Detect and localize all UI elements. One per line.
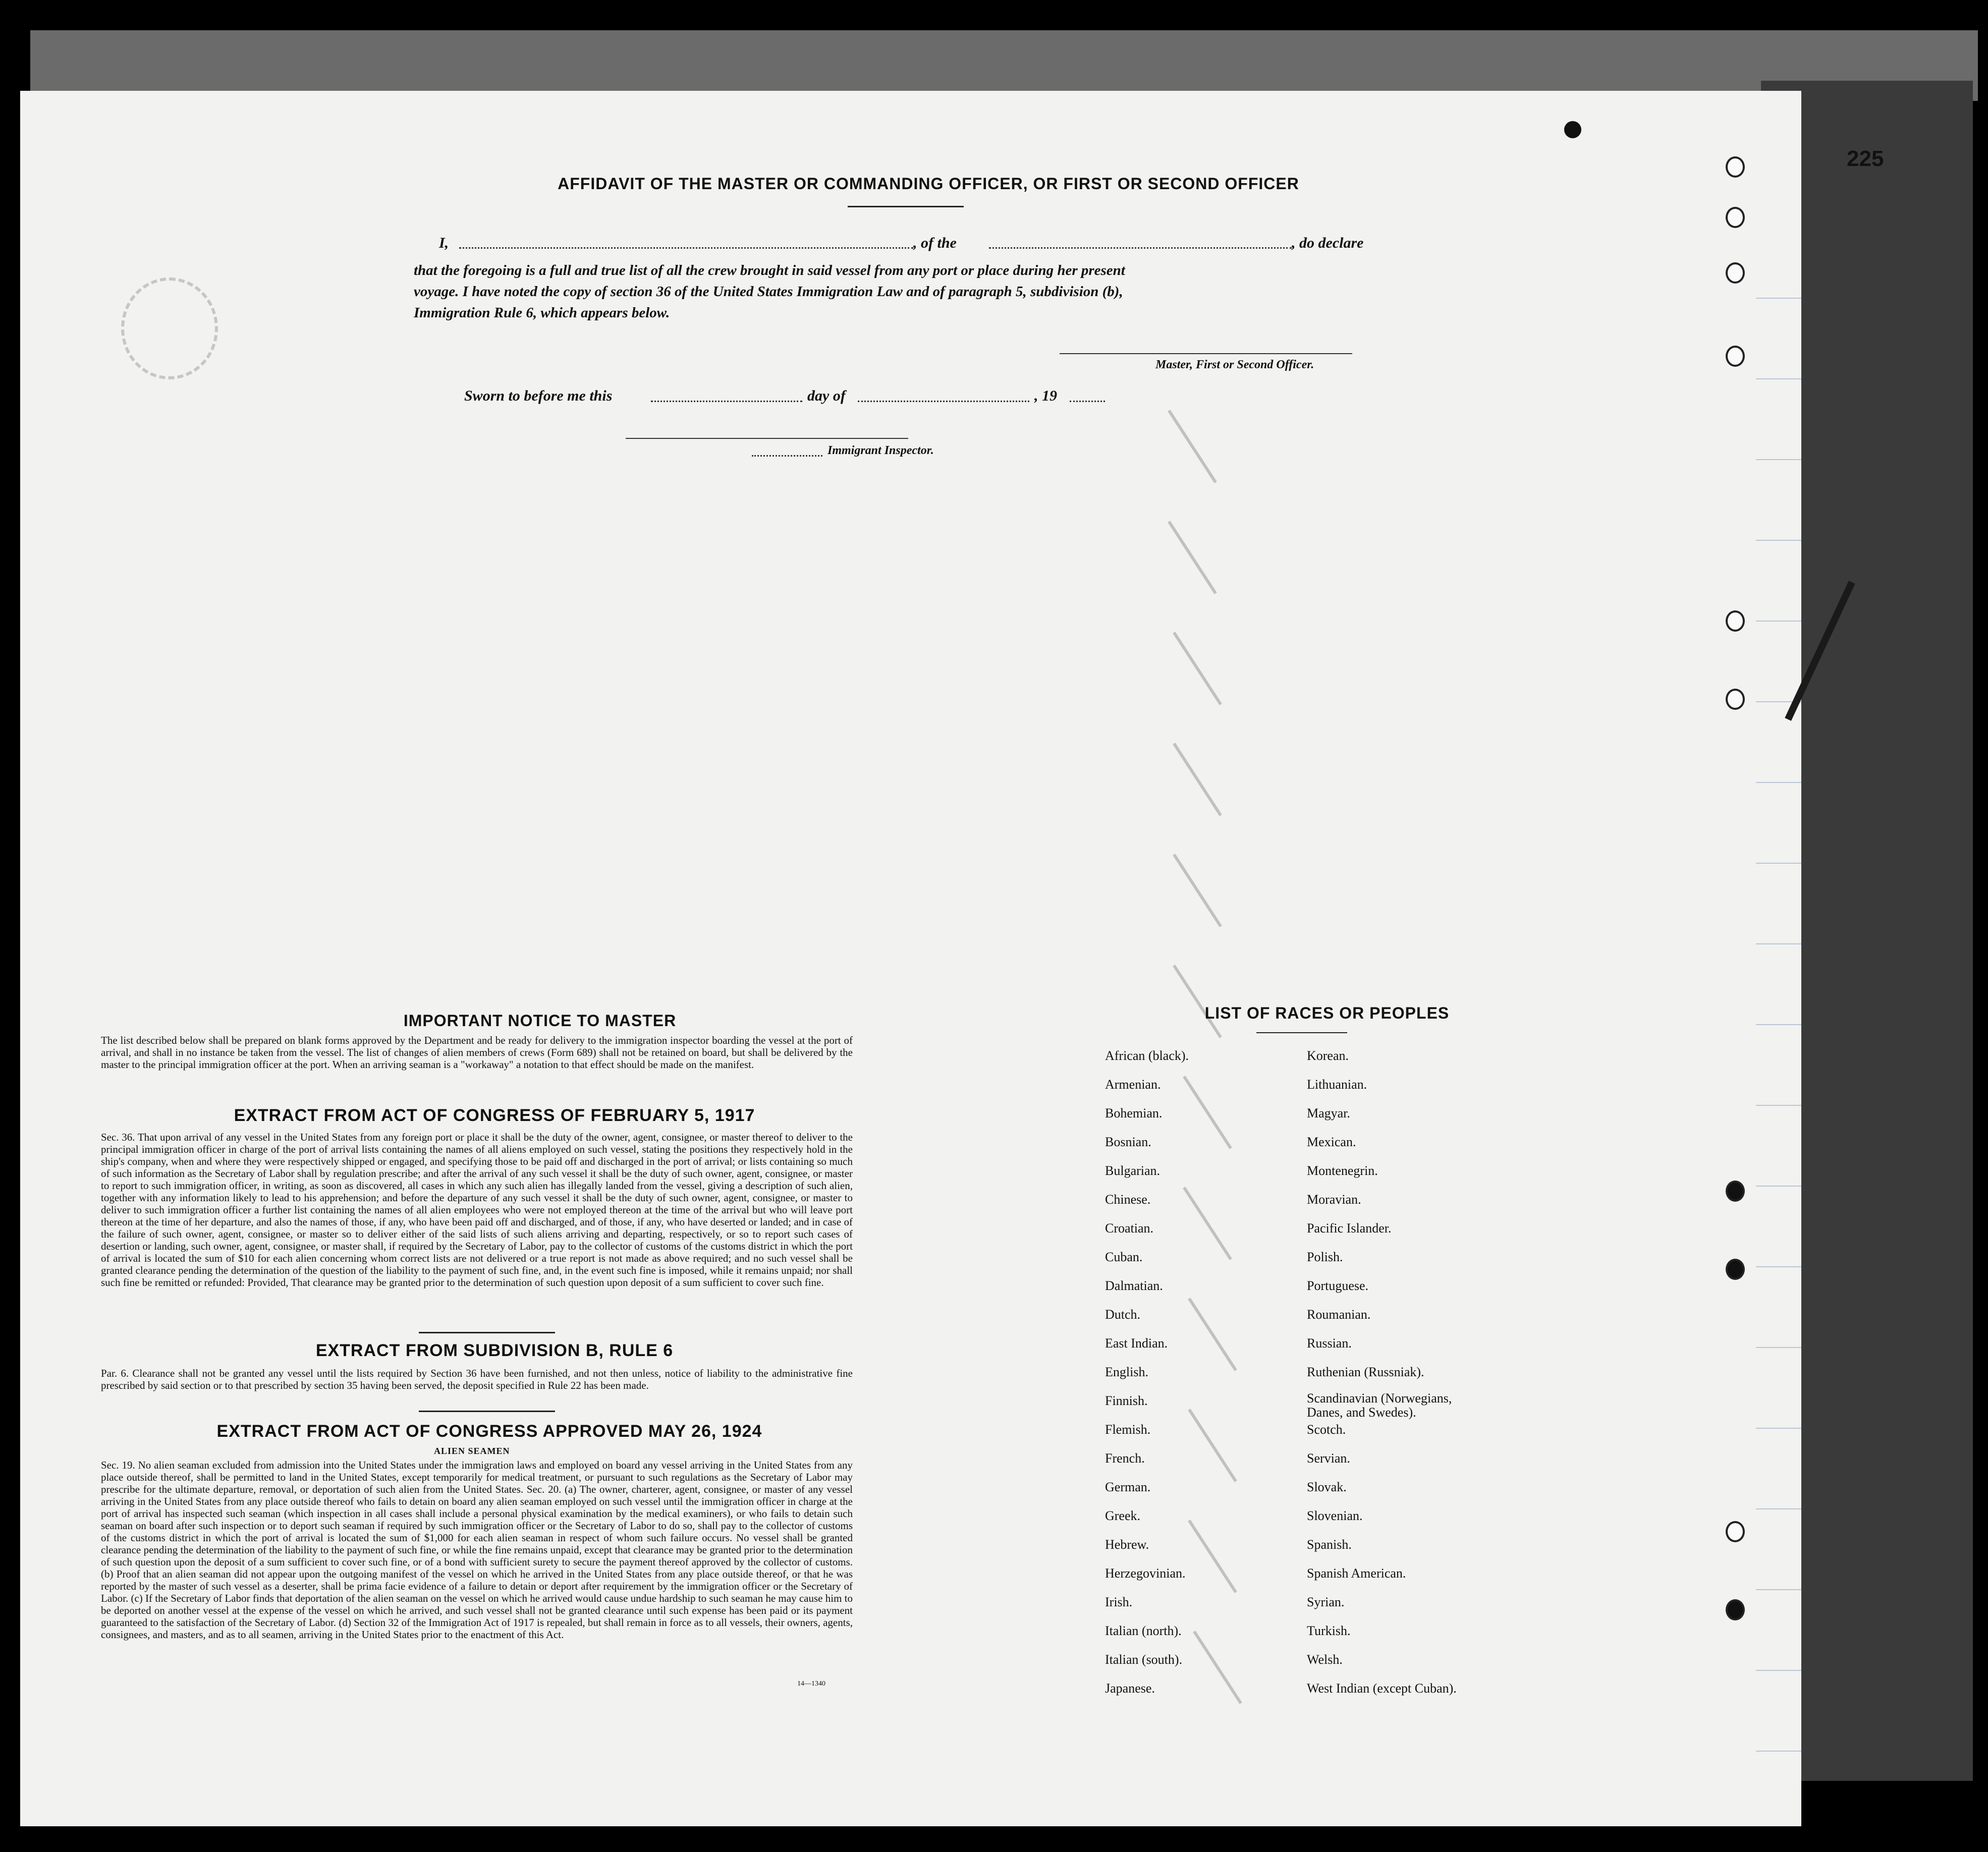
race-item: Polish.	[1307, 1250, 1343, 1264]
pencil-mark	[1173, 632, 1222, 705]
race-item: Bulgarian.	[1105, 1163, 1161, 1178]
race-item: Bohemian.	[1105, 1106, 1163, 1120]
pencil-mark	[1168, 521, 1217, 594]
race-item: Russian.	[1307, 1336, 1352, 1351]
race-item: Cuban.	[1105, 1250, 1143, 1264]
affidavit-line-4: Immigration Rule 6, which appears below.	[414, 305, 670, 321]
race-item: Hebrew.	[1105, 1537, 1149, 1552]
ruling-line	[1756, 1508, 1801, 1509]
pencil-mark	[1188, 1520, 1237, 1593]
ruling-line	[1756, 298, 1801, 299]
punch-hole	[1726, 1521, 1745, 1542]
extract-1917-title: EXTRACT FROM ACT OF CONGRESS OF FEBRUARY 5, 1917	[234, 1106, 755, 1125]
affidavit-of-the: , of the	[913, 235, 957, 251]
race-item: Scandinavian (Norwegians, Danes, and Swedes).	[1307, 1391, 1452, 1420]
race-item: Irish.	[1105, 1595, 1133, 1609]
pencil-mark	[1188, 1409, 1237, 1482]
sworn-text: Sworn to before me this	[464, 387, 613, 404]
vessel-blank	[989, 247, 1292, 249]
race-item: Dutch.	[1105, 1307, 1141, 1322]
ruling-line	[1756, 1347, 1801, 1348]
punch-hole	[1726, 1181, 1745, 1202]
punch-hole	[1726, 346, 1745, 367]
ruling-line	[1756, 1589, 1801, 1590]
race-item: German.	[1105, 1480, 1151, 1494]
ruling-line	[1756, 621, 1801, 622]
race-item: Slovenian.	[1307, 1508, 1363, 1523]
pencil-mark	[1173, 854, 1222, 927]
race-item: Croatian.	[1105, 1221, 1154, 1236]
race-item: Italian (south).	[1105, 1652, 1183, 1667]
race-item: Syrian.	[1307, 1595, 1345, 1609]
pencil-mark	[1173, 743, 1222, 816]
race-item: Chinese.	[1105, 1192, 1151, 1207]
section-rule	[419, 1332, 555, 1333]
extract-1924-title: EXTRACT FROM ACT OF CONGRESS APPROVED MAY 26, 1924	[216, 1422, 762, 1441]
race-item: East Indian.	[1105, 1336, 1168, 1351]
ruling-line	[1756, 863, 1801, 864]
race-item: Roumanian.	[1307, 1307, 1371, 1322]
race-item: Dalmatian.	[1105, 1278, 1163, 1293]
pencil-mark	[1183, 1187, 1232, 1260]
extract-1924-text: Sec. 19. No alien seaman excluded from admission into the United States under the immigration laws and employed on board any vessel arriving in the United States from any place outside thereof, shall be permitted to land in the United States, except temporarily for medical treatment, or pursuant to such regulations as the Secretary of Labor may prescribe for the ultimate departure, removal, or deportation of such alien from the United States. Sec. 20. (a) The owner, charterer, agent, consignee, or master of any vessel arriving in the United States from any place outside thereof who fails to detain on board any alien seaman employed on such vessel until the immigration officer in charge at the port of arrival has inspected such seaman (which inspection in all cases shall include a personal physical examination by the medical examiners), or who fails to detain such seaman on board after such inspection or to deport such seaman if required by such immigration officer or the Secretary of Labor to do so, shall pay to the collector of customs of the customs district in which the port of arrival is located the sum of $1,000 for each alien seaman in respect of whom such failure occurs. No vessel shall be granted clearance pending the determination of the liability to the payment of such fine, or while the fine remains unpaid, except that clearance may be granted prior to the determination of such question upon the deposit of a sum sufficient to cover such fine, or of a bond with sufficient surety to secure the payment thereof approved by the collector of customs. (b) Proof that an alien seaman did not appear upon the outgoing manifest of the vessel on which he arrived in the United States from any place outside thereof, or that he was reported by the master of such vessel as a deserter, shall be prima facie evidence of a failure to detain or deport after requirement by the immigration officer or the Secretary of Labor. (c) If the Secretary of Labor finds that deportation of the alien seaman on the vessel on which he arrived would cause undue hardship to such seaman he may cause him to be deported on another vessel at the expense of the vessel on which he arrived, and such vessel shall not be granted clearance until such expense has been paid or its payment guaranteed to the satisfaction of the Secretary of Labor. (d) Section 32 of the Immigration Act of 1917 is repealed, but shall remain in force as to all vessels, their owners, agents, consignees, and masters, and as to all seamen, arriving in the United States prior to the enactment of this Act.	[101, 1459, 853, 1641]
background-strip	[30, 30, 1978, 101]
inspector-dots	[752, 455, 822, 457]
race-item: Japanese.	[1105, 1681, 1155, 1696]
sworn-year: , 19	[1034, 387, 1057, 404]
race-item: Slovak.	[1307, 1480, 1347, 1494]
race-item: Finnish.	[1105, 1393, 1148, 1408]
ruling-line	[1756, 378, 1801, 379]
pencil-mark	[1188, 1298, 1237, 1371]
race-item: English.	[1105, 1365, 1148, 1379]
pencil-mark	[1168, 410, 1217, 483]
race-item: Herzegovinian.	[1105, 1566, 1186, 1581]
race-item: Italian (north).	[1105, 1623, 1182, 1638]
ruling-line	[1756, 1105, 1801, 1106]
extract-rule6-title: EXTRACT FROM SUBDIVISION B, RULE 6	[315, 1341, 674, 1360]
affidavit-line-2: that the foregoing is a full and true list of all the crew brought in said vessel from any port or place during her present	[414, 262, 1125, 278]
punch-hole	[1726, 1259, 1745, 1280]
page-number: 225	[1847, 146, 1884, 171]
faint-stamp	[121, 277, 218, 379]
ruling-line	[1756, 1024, 1801, 1025]
month-blank	[858, 401, 1029, 402]
ruling-line	[1756, 1186, 1801, 1187]
master-label: Master, First or Second Officer.	[1155, 358, 1314, 371]
race-item: Moravian.	[1307, 1192, 1361, 1207]
punch-hole	[1726, 156, 1745, 178]
extract-1917-text: Sec. 36. That upon arrival of any vessel in the United States from any foreign port or place it shall be the duty of the owner, agent, consignee, or master thereof to deliver to the principal immigration officer in charge of the port of arrival lists containing the names of all aliens employed on such vessel, stating the positions they respectively hold in the ship's company, when and where they were respectively shipped or engaged, and specifying those to be paid off and discharged in the port of arrival; or lists containing so much of such information as the Secretary of Labor shall by regulation prescribe; and after the arrival of any such vessel it shall be the duty of such owner, agent, consignee, or master to report to such immigration officer, in writing, as soon as discovered, all cases in which any such alien has illegally landed from the vessel, giving a description of such alien, together with any information likely to lead to his apprehension; and before the departure of any such vessel it shall be the duty of such owner, agent, consignee, or master to deliver to such immigration officer a further list containing the names of all alien employees who were not employed thereon at the time of the arrival but who will leave port thereon at the time of her departure, and also the names of those, if any, who have been paid off and discharged, and of those, if any, who have deserted or landed; and in case of the failure of such owner, agent, consignee, or master so to deliver either of the said lists of such aliens arriving and departing, respectively, or so to report such cases of desertion or landing, such owner, agent, consignee, or master shall, if required by the Secretary of Labor, pay to the collector of customs of the customs district in which the port of arrival is located the sum of $10 for each alien concerning whom correct lists are not delivered or a true report is not made as above required; and no such vessel shall be granted clearance pending the determination of the question of the liability to the payment of such fine, and, in the event such fine is imposed, while it remains unpaid; nor shall such fine be remitted or refunded: Provided, That clearance may be granted prior to the determination of such question upon deposit of a sum sufficient to cover such fine.	[101, 1131, 853, 1288]
punch-hole	[1726, 207, 1745, 228]
alien-seamen-subtitle: ALIEN SEAMEN	[434, 1446, 510, 1456]
pencil-mark	[1173, 965, 1222, 1038]
affidavit-title: AFFIDAVIT OF THE MASTER OR COMMANDING OFFICER, OR FIRST OR SECOND OFFICER	[558, 175, 1299, 193]
ruling-line	[1756, 459, 1801, 460]
race-item: Turkish.	[1307, 1623, 1351, 1638]
race-item: Lithuanian.	[1307, 1077, 1367, 1092]
pencil-mark	[1193, 1631, 1242, 1704]
race-item: West Indian (except Cuban).	[1307, 1681, 1457, 1696]
notice-title: IMPORTANT NOTICE TO MASTER	[403, 1012, 677, 1030]
race-item: Spanish American.	[1307, 1566, 1406, 1581]
race-item: Korean.	[1307, 1048, 1349, 1063]
ruling-line	[1756, 1670, 1801, 1671]
race-item: French.	[1105, 1451, 1145, 1466]
punch-hole	[1726, 610, 1745, 632]
races-rule	[1256, 1032, 1347, 1033]
ruling-line	[1756, 1428, 1801, 1429]
punch-hole	[1726, 1599, 1745, 1620]
affidavit-declare: , do declare	[1292, 235, 1364, 251]
race-item: Mexican.	[1307, 1135, 1356, 1149]
affidavit-line-3: voyage. I have noted the copy of section 36 of the United States Immigration Law and of paragraph 5, subdivision (b),	[414, 284, 1123, 300]
race-item: Bosnian.	[1105, 1135, 1151, 1149]
inspector-line	[626, 438, 908, 439]
sworn-day-of: day of	[807, 387, 846, 404]
punch-hole	[1726, 689, 1745, 710]
notice-text: The list described below shall be prepared on blank forms approved by the Department and be ready for delivery to the immigration inspector boarding the vessel at the port of arrival, and shall in no instance be taken from the vessel. The list of changes of alien members of crews (Form 689) shall not be retained on board, but shall be delivered by the master to the principal immigration officer at the port. When an arriving seaman is a "workaway" a notation to that effect should be made on the manifest.	[101, 1034, 853, 1071]
race-item: Ruthenian (Russniak).	[1307, 1365, 1424, 1379]
race-item: Servian.	[1307, 1451, 1350, 1466]
race-item: African (black).	[1105, 1048, 1189, 1063]
ruling-line	[1756, 1751, 1801, 1752]
races-title: LIST OF RACES OR PEOPLES	[1204, 1004, 1450, 1022]
race-item: Scotch.	[1307, 1422, 1346, 1437]
extract-rule6-text: Par. 6. Clearance shall not be granted any vessel until the lists required by Section 36 have been furnished, and not then unless, notice of liability to the administrative fine prescribed by said section or to that prescribed by section 35 having been served, the deposit specified in Rule 22 has been made.	[101, 1367, 853, 1391]
race-item: Greek.	[1105, 1508, 1141, 1523]
punch-hole	[1726, 262, 1745, 284]
signature-line	[1060, 353, 1352, 354]
ruling-line	[1756, 1266, 1801, 1267]
race-item: Montenegrin.	[1307, 1163, 1378, 1178]
ruling-line	[1756, 782, 1801, 783]
race-item: Spanish.	[1307, 1537, 1352, 1552]
race-item: Portuguese.	[1307, 1278, 1369, 1293]
document-page	[20, 91, 1884, 1826]
race-item: Magyar.	[1307, 1106, 1350, 1120]
race-item: Flemish.	[1105, 1422, 1151, 1437]
affidavit-i: I,	[439, 235, 449, 251]
ruling-line	[1756, 943, 1801, 944]
title-rule	[848, 206, 964, 207]
ink-dot	[1564, 121, 1581, 138]
pencil-mark	[1183, 1076, 1232, 1149]
name-blank	[459, 247, 913, 249]
race-item: Armenian.	[1105, 1077, 1161, 1092]
inspector-label: Immigrant Inspector.	[827, 444, 934, 457]
race-item: Pacific Islander.	[1307, 1221, 1392, 1236]
race-item: Welsh.	[1307, 1652, 1343, 1667]
ruling-line	[1756, 540, 1801, 541]
form-number: 14—1340	[797, 1680, 825, 1688]
section-rule	[419, 1411, 555, 1412]
day-blank	[651, 401, 802, 402]
year-blank	[1070, 401, 1105, 402]
